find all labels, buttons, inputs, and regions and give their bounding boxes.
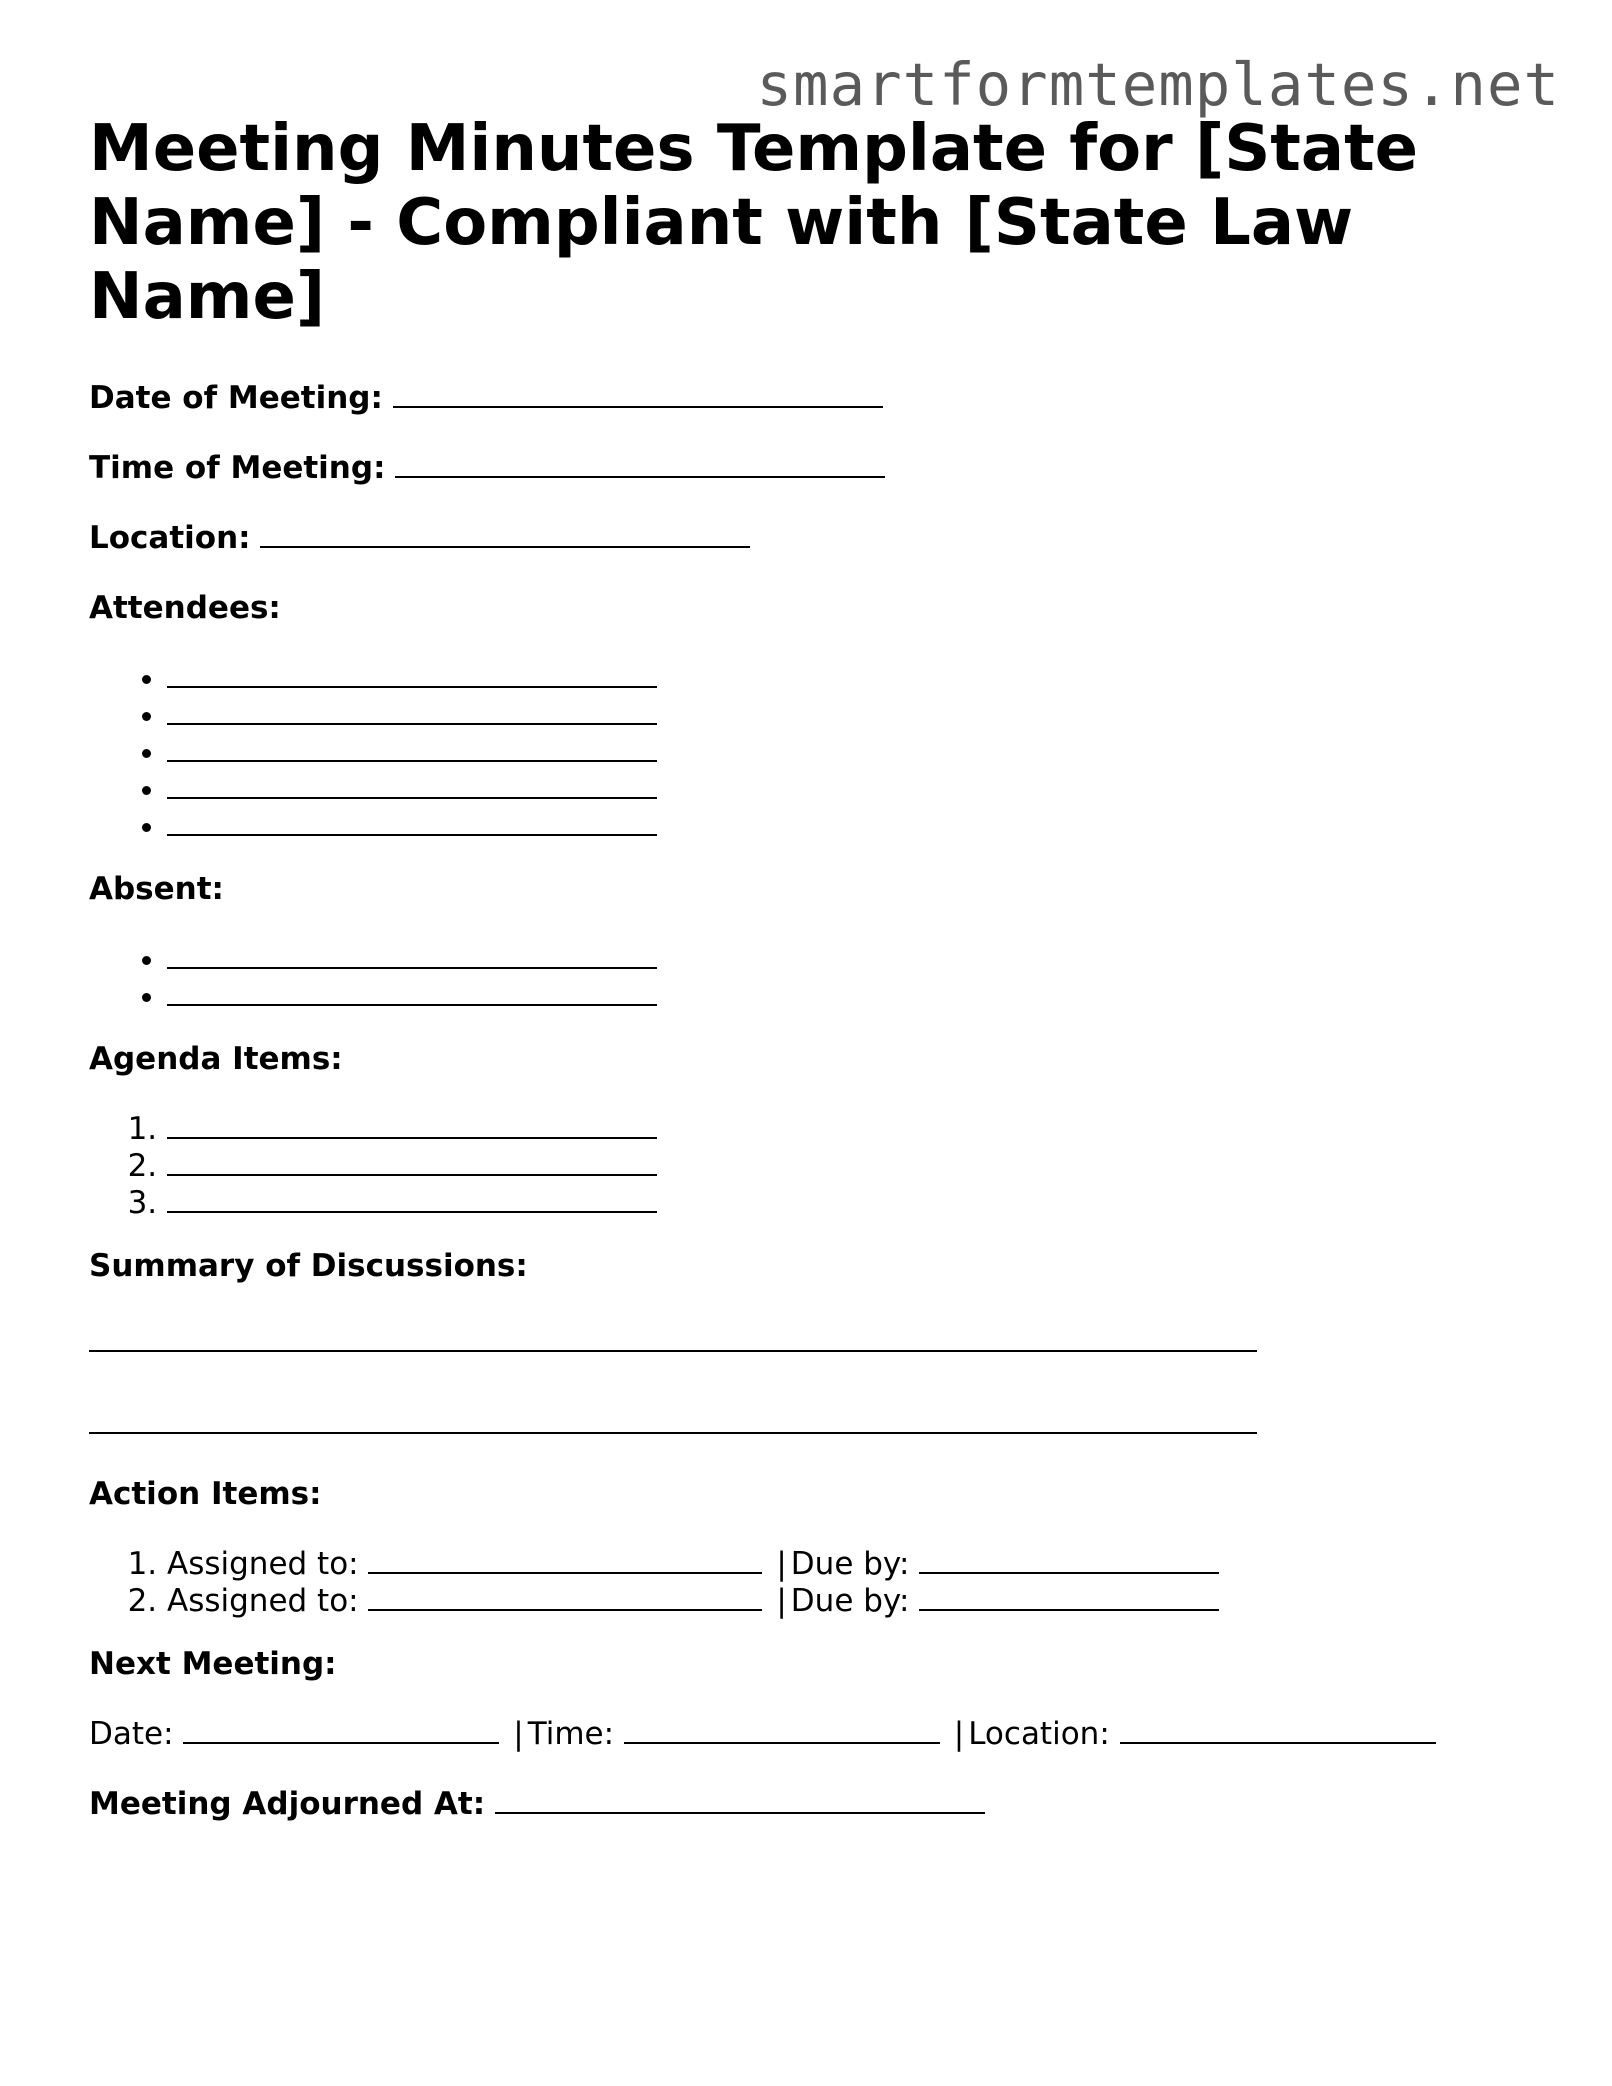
list-item bbox=[167, 1581, 1529, 1618]
absent-field[interactable] bbox=[167, 939, 657, 969]
separator: | bbox=[953, 1716, 965, 1752]
list-item bbox=[167, 1544, 1529, 1581]
next-location-field[interactable] bbox=[1120, 1714, 1436, 1744]
agenda-item-field[interactable] bbox=[167, 1109, 657, 1139]
due-by-label: Due by: bbox=[790, 1583, 910, 1619]
agenda-heading-text: Agenda Items: bbox=[89, 1041, 343, 1077]
summary-heading-text: Summary of Discussions: bbox=[89, 1248, 528, 1284]
adjourned-row bbox=[89, 1784, 1529, 1824]
absent-heading-text: Absent: bbox=[89, 871, 224, 907]
time-of-meeting-label: Time of Meeting: bbox=[89, 450, 386, 486]
next-time-label: Time: bbox=[527, 1716, 615, 1752]
attendees-heading bbox=[89, 588, 1529, 628]
absent-heading bbox=[89, 869, 1529, 909]
separator: | bbox=[513, 1716, 524, 1752]
location-row bbox=[89, 518, 1529, 558]
time-of-meeting-row bbox=[89, 448, 1529, 488]
list-item bbox=[167, 1183, 1529, 1220]
date-of-meeting-field[interactable] bbox=[393, 378, 883, 408]
next-time-field[interactable] bbox=[624, 1714, 940, 1744]
attendee-field[interactable] bbox=[167, 658, 657, 688]
attendee-field[interactable] bbox=[167, 806, 657, 836]
list-item bbox=[167, 769, 1529, 806]
assigned-to-label: Assigned to: bbox=[167, 1583, 359, 1619]
list-item bbox=[167, 976, 1529, 1013]
list-item bbox=[167, 695, 1529, 732]
next-meeting-heading bbox=[89, 1644, 1529, 1684]
agenda-item-field[interactable] bbox=[167, 1146, 657, 1176]
summary-line-row bbox=[89, 1322, 1529, 1362]
summary-line-field[interactable] bbox=[89, 1404, 1257, 1434]
agenda-list bbox=[89, 1109, 1529, 1220]
agenda-heading bbox=[89, 1039, 1529, 1079]
action-items-list bbox=[89, 1544, 1529, 1618]
document-page bbox=[89, 112, 1529, 1824]
attendee-field[interactable] bbox=[167, 732, 657, 762]
attendees-heading-text: Attendees: bbox=[89, 590, 281, 626]
list-item bbox=[167, 939, 1529, 976]
watermark: smartformtemplates.net bbox=[756, 50, 1560, 119]
list-item bbox=[167, 806, 1529, 843]
assigned-to-field[interactable] bbox=[368, 1544, 762, 1574]
due-by-field[interactable] bbox=[919, 1581, 1219, 1611]
assigned-to-label: Assigned to: bbox=[167, 1546, 359, 1582]
adjourned-label: Meeting Adjourned At: bbox=[89, 1786, 486, 1822]
next-meeting-row bbox=[89, 1714, 1529, 1754]
summary-line-field[interactable] bbox=[89, 1322, 1257, 1352]
next-date-field[interactable] bbox=[183, 1714, 499, 1744]
separator: | bbox=[776, 1546, 787, 1582]
list-item bbox=[167, 658, 1529, 695]
attendee-field[interactable] bbox=[167, 769, 657, 799]
location-field[interactable] bbox=[260, 518, 750, 548]
date-of-meeting-row bbox=[89, 378, 1529, 418]
next-date-label: Date: bbox=[89, 1716, 174, 1752]
separator: | bbox=[776, 1583, 787, 1619]
due-by-label: Due by: bbox=[790, 1546, 910, 1582]
page-title: Meeting Minutes Template for [State Name] - Compliant with [State Law Name] bbox=[89, 112, 1419, 334]
due-by-field[interactable] bbox=[919, 1544, 1219, 1574]
location-label: Location: bbox=[89, 520, 251, 556]
summary-line-row bbox=[89, 1404, 1529, 1444]
adjourned-field[interactable] bbox=[495, 1784, 985, 1814]
action-items-heading-text: Action Items: bbox=[89, 1476, 322, 1512]
action-items-heading bbox=[89, 1474, 1529, 1514]
next-location-label: Location: bbox=[968, 1716, 1110, 1752]
list-item bbox=[167, 732, 1529, 769]
next-meeting-heading-text: Next Meeting: bbox=[89, 1646, 337, 1682]
absent-list bbox=[89, 939, 1529, 1013]
time-of-meeting-field[interactable] bbox=[395, 448, 885, 478]
list-item bbox=[167, 1146, 1529, 1183]
assigned-to-field[interactable] bbox=[368, 1581, 762, 1611]
date-of-meeting-label: Date of Meeting: bbox=[89, 380, 383, 416]
agenda-item-field[interactable] bbox=[167, 1183, 657, 1213]
absent-field[interactable] bbox=[167, 976, 657, 1006]
attendee-field[interactable] bbox=[167, 695, 657, 725]
list-item bbox=[167, 1109, 1529, 1146]
summary-heading bbox=[89, 1246, 1529, 1286]
attendees-list bbox=[89, 658, 1529, 843]
